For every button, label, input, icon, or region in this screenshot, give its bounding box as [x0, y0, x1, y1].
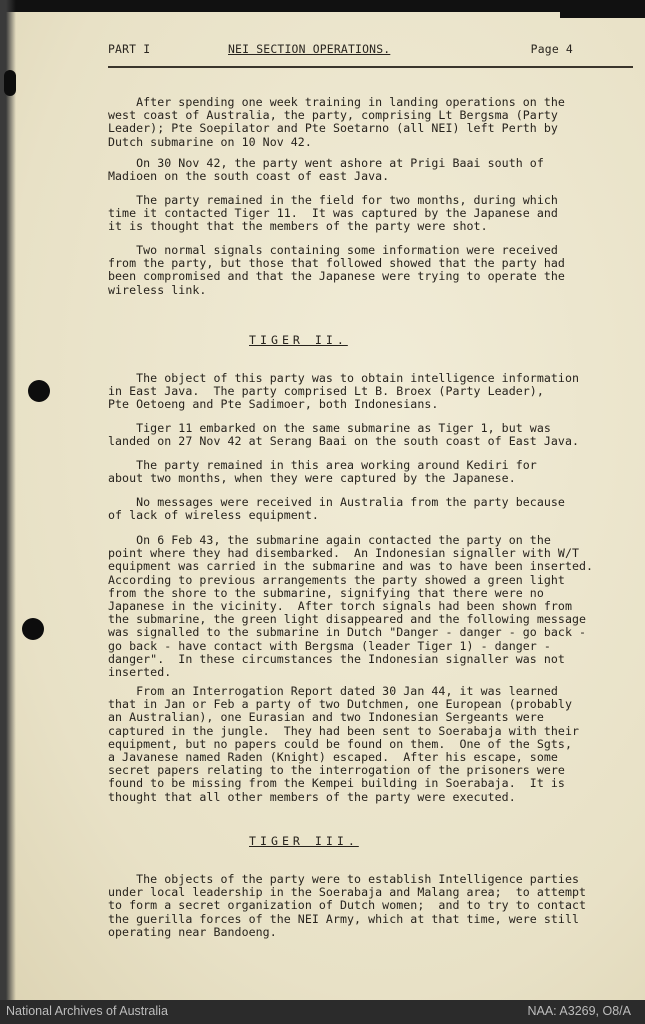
paragraph: From an Interrogation Report dated 30 Jan 44, it was learned that in Jan or Feb a party of two Dutchmen, one European (probably an Australian), one Eurasian and two Indonesian Sergeants were captured in the jungle. They had been sent to Soerabaja with their equipment, but no papers could be found on them. One of the Sgts, a Javanese named Raden (Knight) escaped. After his escape, some secret papers relating to the interrogation of the prisoners were found to be missing from the Kempei building in Soerabaja. It is thought that all other members of the party were executed. — [108, 684, 580, 804]
paragraph: Two normal signals containing some information were received from the party, but those that followed showed that the party had been compromised and that the Japanese were trying to operate the wireless link. — [108, 243, 565, 297]
page-top-notch — [560, 0, 645, 18]
page-left-shadow — [0, 0, 16, 1000]
paragraph: The object of this party was to obtain intelligence information in East Java. The party comprised Lt B. Broex (Party Leader), Pte Oetoeng and Pte Sadimoer, both Indonesians. — [108, 371, 580, 412]
punch-hole — [28, 380, 50, 402]
paragraph: On 6 Feb 43, the submarine again contacted the party on the point where they had disembarked. An Indonesian signaller with W/T equipment was carried in the submarine and was to have been inserted. According to previous arrangements the party showed a green light from the shore to the submarine, signifying that there were no Japanese in the vicinity. After torch signals had been shown from the submarine, the green light disappeared and the following message was signalled to the submarine in Dutch "Danger - danger - go back - go back - have contact with Bergsma (leader Tiger 1) - danger - danger". In these circumstances the Indonesian signaller was not inserted. — [108, 533, 594, 680]
paragraph: On 30 Nov 42, the party went ashore at Prigi Baai south of Madioen on the south coast of east Java. — [108, 156, 544, 184]
header-page-number: Page 4 — [530, 42, 573, 56]
paragraph: The party remained in the field for two months, during which time it contacted Tiger 11. It was captured by the Japanese and it is thought that the members of the party were shot. — [108, 193, 558, 234]
paragraph: After spending one week training in landing operations on the west coast of Australia, the party, comprising Lt Bergsma (Party Leader); Pte Soepilator and Pte Soetarno (all NEI) left Perth by Dutch submarine on 10 Nov 42. — [108, 95, 565, 149]
header-section-title: NEI SECTION OPERATIONS. — [228, 42, 391, 56]
paragraph: The party remained in this area working around Kediri for about two months, when they were captured by the Japanese. — [108, 458, 537, 486]
section-heading: TIGER III. — [249, 834, 359, 848]
archive-watermark: National Archives of Australia — [6, 1004, 168, 1018]
section-heading: TIGER II. — [249, 333, 348, 347]
punch-hole — [22, 618, 44, 640]
paragraph: The objects of the party were to establish Intelligence parties under local leadership in the Soerabaja and Malang area; to attempt to form a secret organization of Dutch women; and to try to contact the guerilla forces of the NEI Army, which at that time, were still operating near Bandoeng. — [108, 872, 587, 939]
punch-hole — [4, 70, 16, 96]
header-rule — [108, 66, 633, 68]
archive-reference: NAA: A3269, O8/A — [527, 1004, 631, 1018]
paragraph: Tiger 11 embarked on the same submarine as Tiger 1, but was landed on 27 Nov 42 at Serang Baai on the south coast of East Java. — [108, 421, 580, 449]
paragraph: No messages were received in Australia from the party because of lack of wireless equipment. — [108, 495, 565, 523]
page-top-edge — [0, 0, 645, 18]
header-part: PART I — [108, 42, 151, 56]
